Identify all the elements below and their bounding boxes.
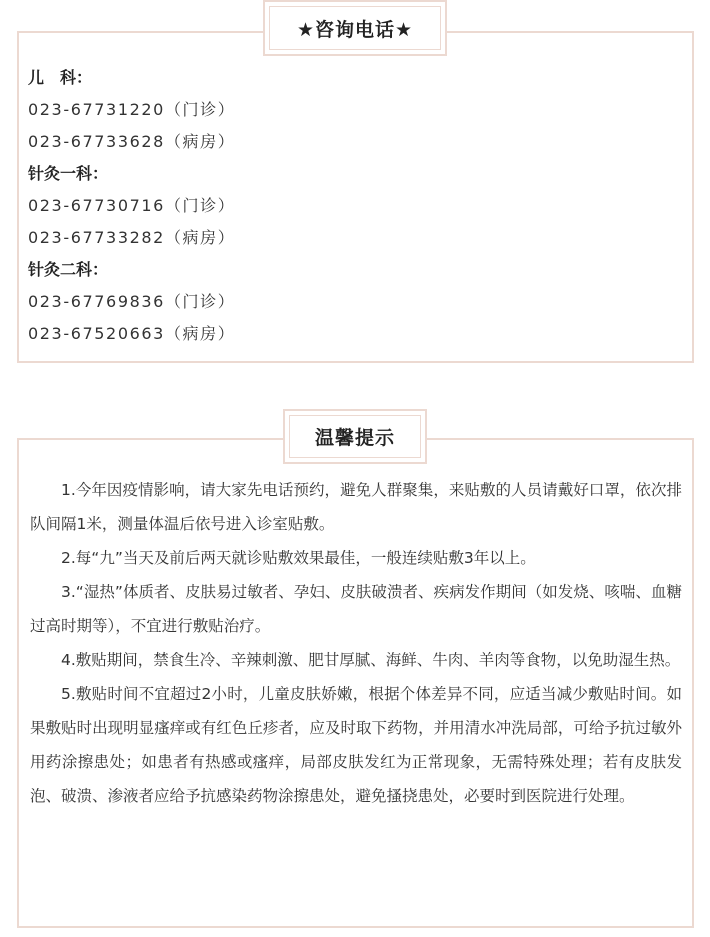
tip-item-3: 3.“湿热”体质者、皮肤易过敏者、孕妇、皮肤破溃者、疾病发作期间（如发烧、咳喘、血糖过高时期等），不宜进行敷贴治疗。 bbox=[30, 583, 682, 635]
department-label-pediatrics: 儿 科： bbox=[28, 68, 93, 87]
tip-item-2: 2.每“九”当天及前后两天就诊贴敷效果最佳，一般连续贴敷3年以上。 bbox=[61, 549, 536, 567]
contact-title: ★咨询电话★ bbox=[269, 6, 441, 50]
tip-item-4: 4.敷贴期间，禁食生冷、辛辣刺激、肥甘厚腻、海鲜、牛肉、羊肉等食物，以免助湿生热。 bbox=[61, 651, 681, 669]
phone-number[interactable]: 023-67730716（门诊） bbox=[28, 196, 236, 215]
department-label-acupuncture-2: 针灸二科： bbox=[28, 260, 109, 279]
phone-number[interactable]: 023-67733282（病房） bbox=[28, 228, 236, 247]
contact-title-tab bbox=[263, 0, 447, 56]
contact-list bbox=[28, 62, 648, 350]
phone-number[interactable]: 023-67520663（病房） bbox=[28, 324, 236, 343]
department-label-acupuncture-1: 针灸一科： bbox=[28, 164, 109, 183]
tips-list bbox=[30, 473, 682, 813]
tip-item-1: 1.今年因疫情影响，请大家先电话预约，避免人群聚集，来贴敷的人员请戴好口罩，依次排队间隔1米，测量体温后依号进入诊室贴敷。 bbox=[30, 481, 682, 533]
tip-item-5: 5.敷贴时间不宜超过2小时，儿童皮肤娇嫩，根据个体差异不同，应适当减少敷贴时间。如果敷贴时出现明显瘙痒或有红色丘疹者，应及时取下药物，并用清水冲洗局部，可给予抗过敏外用药涂擦患处；如患者有热感或瘙痒，局部皮肤发红为正常现象，无需特殊处理；若有皮肤发泡、破溃、渗液者应给予抗感染药物涂擦患处，避免搔挠患处，必要时到医院进行处理。 bbox=[30, 685, 682, 805]
phone-number[interactable]: 023-67769836（门诊） bbox=[28, 292, 236, 311]
phone-number[interactable]: 023-67731220（门诊） bbox=[28, 100, 236, 119]
phone-number[interactable]: 023-67733628（病房） bbox=[28, 132, 236, 151]
tips-title: 温馨提示 bbox=[289, 415, 421, 458]
tips-title-tab bbox=[283, 409, 427, 464]
